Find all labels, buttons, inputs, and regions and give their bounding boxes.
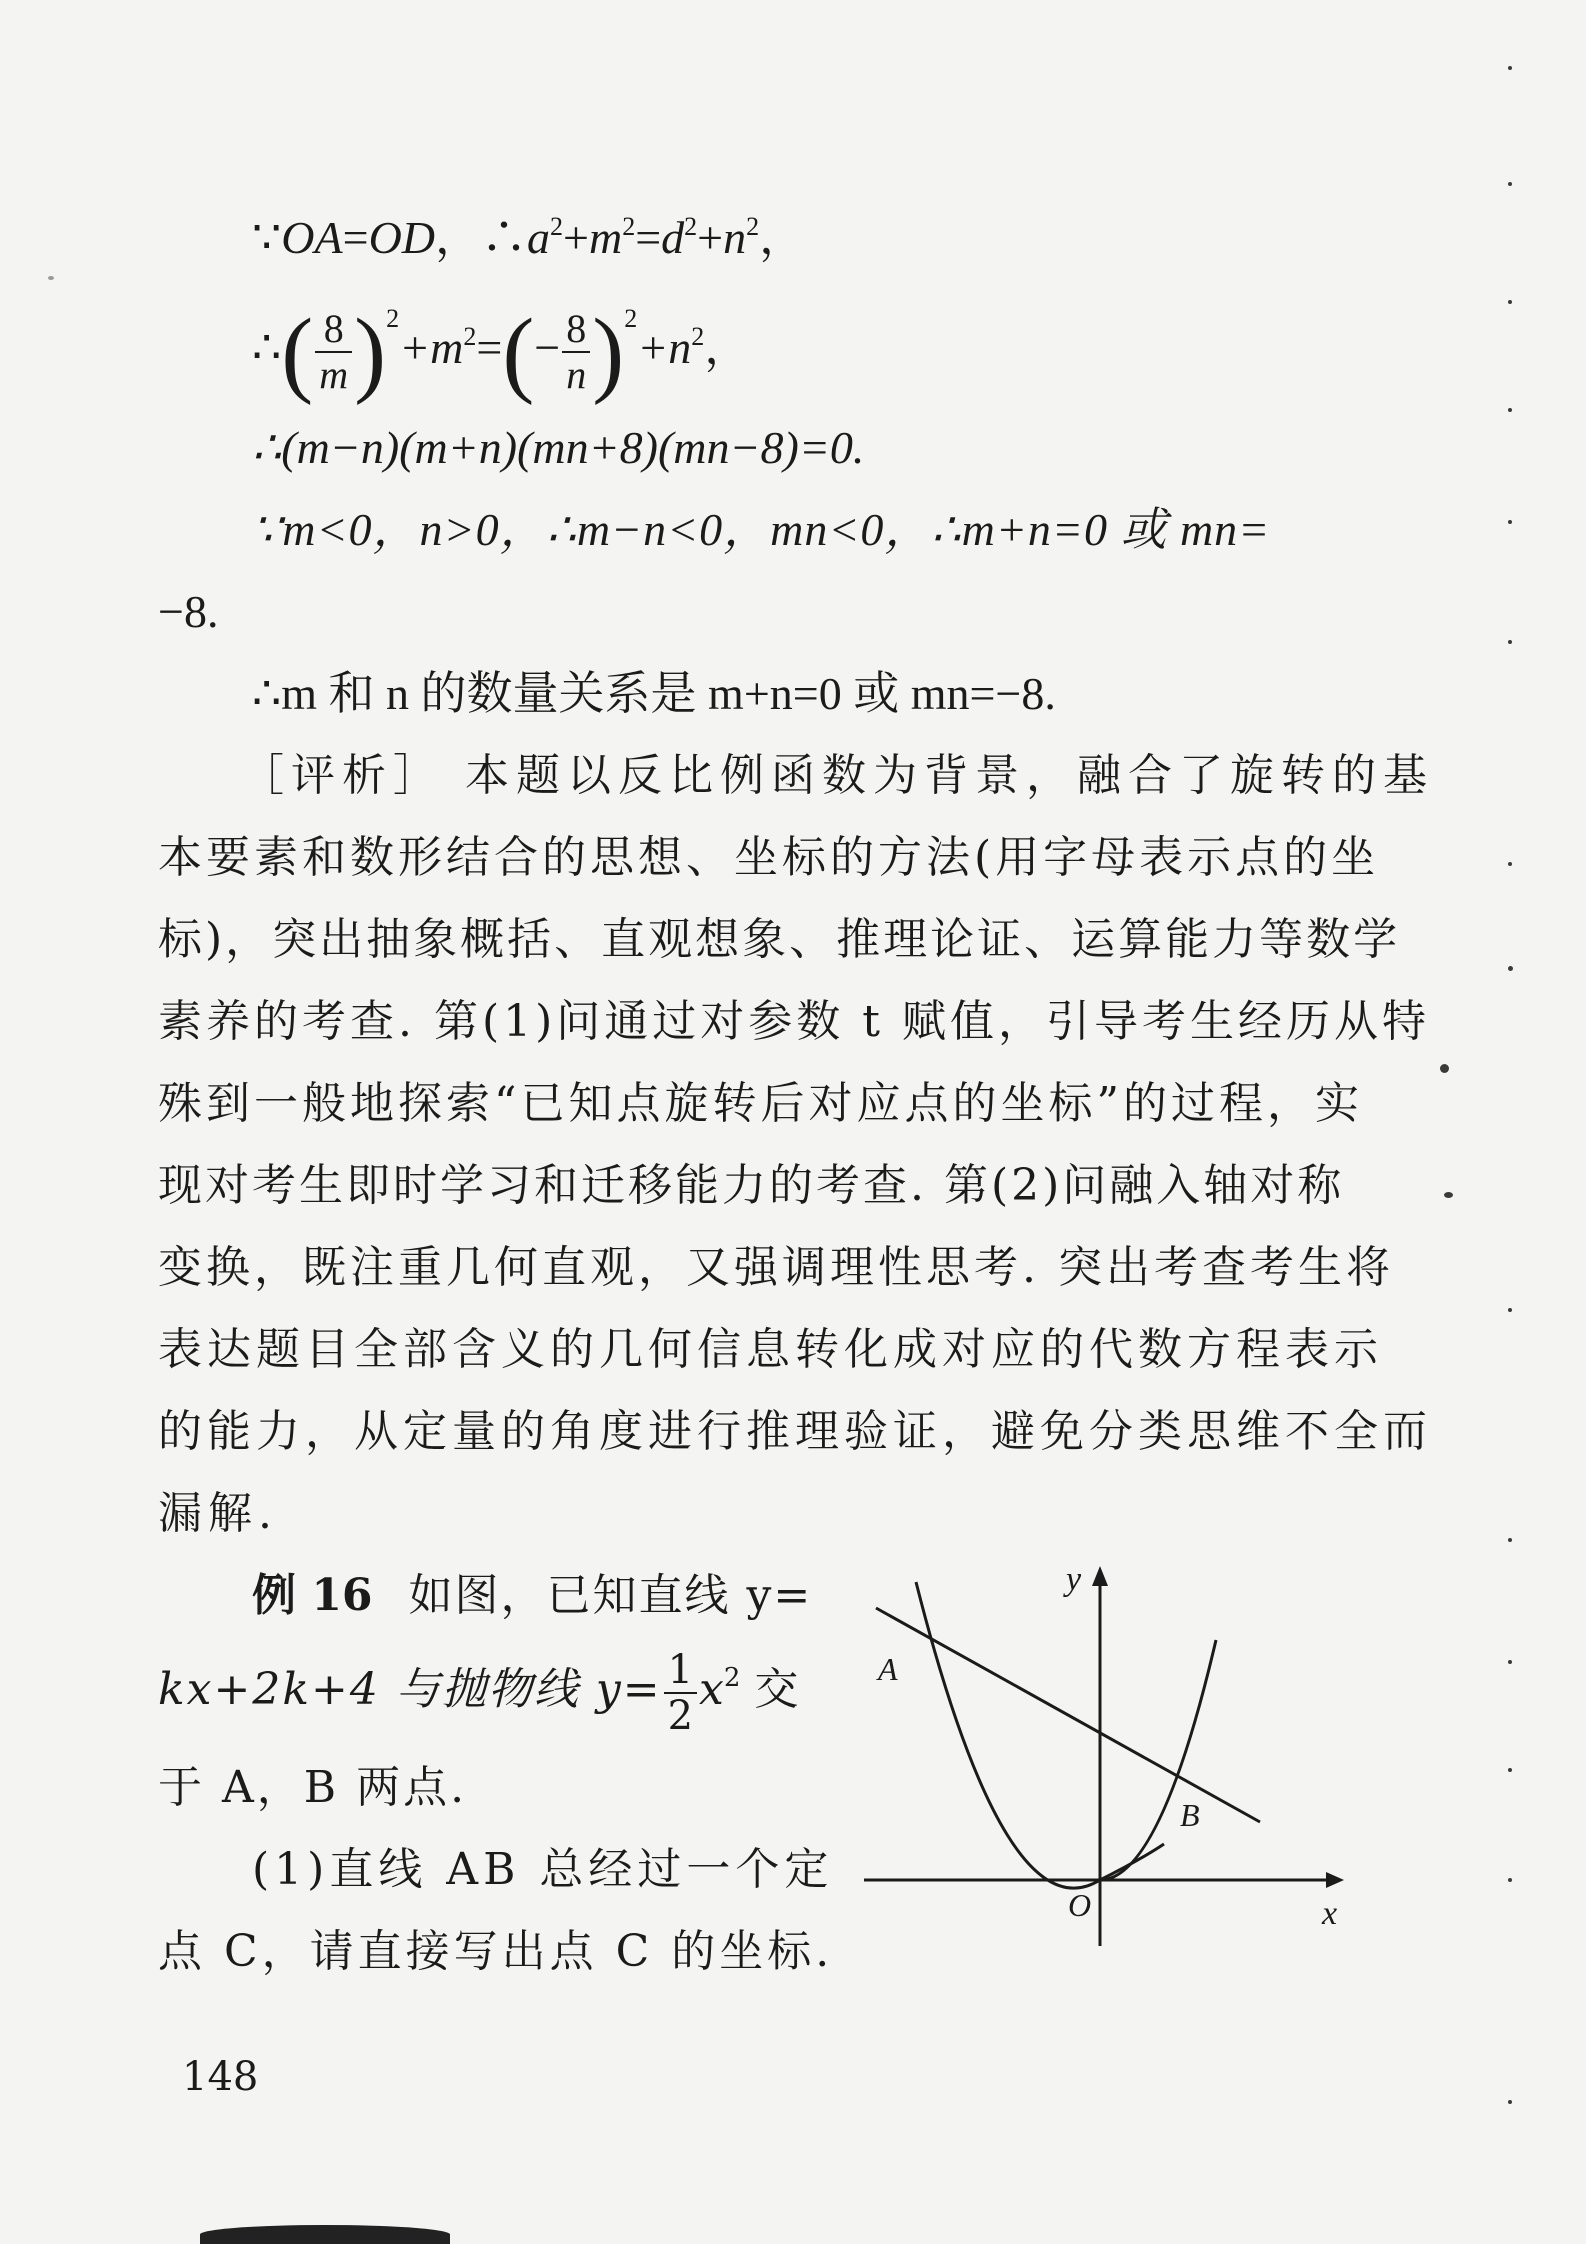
exponent: 2 <box>463 322 477 351</box>
x-axis-label: x <box>1322 1895 1338 1932</box>
scan-speck <box>1508 1538 1512 1542</box>
proof-line-1 <box>252 208 805 268</box>
because-symbol: ∵ <box>252 212 282 263</box>
exponent: 2 <box>550 212 564 241</box>
plus-sign: + <box>563 212 589 263</box>
x-axis-arrow <box>1326 1872 1344 1888</box>
var-d: d <box>661 212 685 263</box>
parabola-line-figure <box>860 1554 1350 1954</box>
var-a: a <box>527 212 551 263</box>
proof-line-3: ∴(m−n)(m+n)(mn+8)(mn−8)=0. <box>252 422 865 473</box>
analysis-line-5: 殊到一般地探索“已知点旋转后对应点的坐标”的过程，实 <box>158 1078 1363 1129</box>
proof-line-6: ∴m 和 n 的数量关系是 m+n=0 或 mn=−8. <box>252 668 1056 719</box>
exponent: 2 <box>386 304 400 333</box>
scan-speck <box>1508 862 1512 866</box>
scan-speck <box>1508 300 1512 304</box>
scan-speck <box>1508 182 1512 186</box>
scan-speck <box>1440 1064 1449 1073</box>
example-text: 如图，已知直线 y= <box>408 1570 813 1621</box>
example-text: kx+2k+4 与抛物线 y= <box>158 1664 662 1715</box>
analysis-line-2: 本要素和数形结合的思想、坐标的方法(用字母表示点的坐 <box>158 832 1380 883</box>
equals-sign: = <box>342 212 369 263</box>
segment-oa: OA <box>281 212 343 263</box>
y-axis-arrow <box>1092 1566 1108 1586</box>
comma: ， <box>704 322 751 373</box>
therefore-symbol: ∴ <box>481 212 528 263</box>
point-b-label: B <box>1180 1797 1200 1833</box>
analysis-line-8: 表达题目全部含义的几何信息转化成对应的代数方程表示 <box>158 1324 1383 1375</box>
page-number: 148 <box>182 2054 259 2100</box>
proof-line-2 <box>252 298 751 406</box>
denominator: 2 <box>667 1692 694 1739</box>
proof-line-5: −8. <box>158 586 219 637</box>
example-line-3: 于 A，B 两点. <box>158 1762 468 1813</box>
example-line-1 <box>252 1566 812 1626</box>
analysis-line-7: 变换，既注重几何直观，又强调理性思考. 突出考查考生将 <box>158 1242 1394 1293</box>
denominator: n <box>566 352 587 398</box>
exponent: 2 <box>624 304 638 333</box>
parabola-curve-right <box>1100 1640 1216 1880</box>
equals-sign: = <box>635 212 662 263</box>
exponent: 2 <box>746 212 760 241</box>
proof-line-4: ∵m<0，n>0，∴m−n<0，mn<0，∴m+n=0 或 mn= <box>252 504 1271 555</box>
left-paren: ( <box>502 298 535 406</box>
plus-sign: + <box>697 212 724 263</box>
fraction-half <box>664 1648 697 1738</box>
left-paren: ( <box>281 298 314 406</box>
right-paren: ) <box>354 298 387 406</box>
minus-sign: − <box>534 322 561 373</box>
fraction-8-over-m <box>315 307 352 397</box>
scan-speck <box>1508 66 1512 70</box>
scan-speck <box>1508 966 1513 971</box>
numerator: 8 <box>315 307 352 353</box>
parabola-curve <box>916 1582 1164 1888</box>
example-line-5: 点 C，请直接写出点 C 的坐标. <box>158 1926 834 1977</box>
right-paren: ) <box>592 298 625 406</box>
line-ab <box>876 1608 1260 1822</box>
fraction-8-over-n <box>562 307 590 397</box>
plus-n: +n <box>637 322 692 373</box>
scan-speck <box>1508 1878 1512 1882</box>
analysis-line-1: ［评析］ 本题以反比例函数为背景，融合了旋转的基 <box>240 750 1434 801</box>
segment-od: OD <box>368 212 436 263</box>
analysis-line-3: 标)，突出抽象概括、直观想象、推理论证、运算能力等数学 <box>158 914 1401 965</box>
scan-speck <box>1508 640 1512 644</box>
scan-speck <box>1508 1768 1512 1772</box>
analysis-line-4: 素养的考查. 第(1)问通过对参数 t 赋值，引导考生经历从特 <box>158 996 1430 1047</box>
scan-speck <box>1508 1308 1512 1312</box>
comma: ， <box>759 212 806 263</box>
comma: ， <box>435 212 482 263</box>
plus-m: +m <box>399 322 464 373</box>
scan-shadow <box>200 2225 450 2244</box>
y-axis-label: y <box>1066 1561 1082 1598</box>
exponent: 2 <box>622 212 636 241</box>
analysis-line-6: 现对考生即时学习和迁移能力的考查. 第(2)问融入轴对称 <box>158 1160 1345 1211</box>
exponent: 2 <box>691 322 705 351</box>
var-n: n <box>723 212 747 263</box>
therefore-symbol: ∴ <box>252 322 282 373</box>
scan-speck <box>1444 1192 1453 1198</box>
example-line-4: (1)直线 AB 总经过一个定 <box>252 1844 834 1895</box>
example-text: 交 <box>740 1664 799 1715</box>
numerator: 1 <box>664 1648 697 1694</box>
scan-speck <box>1508 408 1512 412</box>
numerator: 8 <box>562 307 590 353</box>
example-line-2 <box>158 1640 798 1740</box>
var-m: m <box>588 212 623 263</box>
var-x: x <box>699 1664 724 1715</box>
scan-speck <box>1508 2100 1512 2104</box>
scan-speck <box>1508 520 1512 524</box>
scan-speck <box>48 276 54 280</box>
denominator: m <box>319 352 349 398</box>
scan-speck <box>1508 1660 1512 1664</box>
analysis-line-10: 漏解. <box>158 1488 278 1539</box>
exponent: 2 <box>723 1663 741 1693</box>
example-label: 例 16 <box>252 1570 373 1621</box>
equals-sign: = <box>476 322 503 373</box>
analysis-line-9: 的能力，从定量的角度进行推理验证，避免分类思维不全而 <box>158 1406 1432 1457</box>
exponent: 2 <box>684 212 698 241</box>
point-a-label: A <box>878 1651 898 1687</box>
origin-label: O <box>1068 1887 1092 1923</box>
